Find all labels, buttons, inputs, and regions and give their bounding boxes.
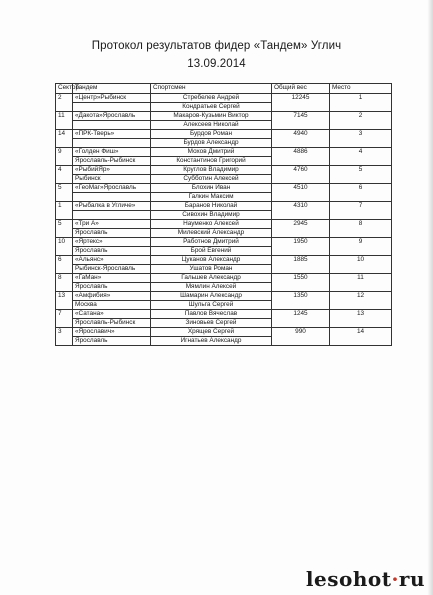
place-cell: 14 (330, 328, 392, 346)
place-cell: 10 (330, 256, 392, 274)
athlete-cell: Круглов Владимир (151, 166, 272, 175)
table-row (56, 112, 392, 121)
table-row (56, 184, 392, 193)
team-name-cell: «РыбийЯр» (73, 166, 151, 175)
total-weight-cell: 4760 (272, 166, 330, 184)
sector-cell: 2 (56, 94, 73, 112)
athlete-cell: Сивохин Владимир (151, 211, 272, 220)
table-row (56, 328, 392, 337)
sector-cell: 7 (56, 310, 73, 328)
total-weight-cell: 1245 (272, 310, 330, 328)
athlete-cell: Алексеев Николай (151, 121, 272, 130)
place-cell: 7 (330, 202, 392, 220)
total-weight-cell: 12245 (272, 94, 330, 112)
athlete-cell: Гальшев Александр (151, 274, 272, 283)
table-row (56, 310, 392, 319)
total-weight-cell: 4310 (272, 202, 330, 220)
table-row (56, 202, 392, 211)
athlete-cell: Стребелев Андрей (151, 94, 272, 103)
athlete-cell: Шамарин Александр (151, 292, 272, 301)
total-weight-cell: 2945 (272, 220, 330, 238)
team-city-cell: Ярославль (73, 247, 151, 256)
place-cell: 9 (330, 238, 392, 256)
athlete-cell: Милевский Александр (151, 229, 272, 238)
team-city-cell (73, 139, 151, 148)
sector-cell: 14 (56, 130, 73, 148)
place-cell: 2 (330, 112, 392, 130)
athlete-cell: Субботин Алексей (151, 175, 272, 184)
team-city-cell: Ярославль-Рыбинск (73, 157, 151, 166)
total-weight-cell: 4510 (272, 184, 330, 202)
place-cell: 4 (330, 148, 392, 166)
team-city-cell (73, 193, 151, 202)
sector-cell: 11 (56, 112, 73, 130)
table-row (56, 238, 392, 247)
team-name-cell: «ГеоМаг»Ярославль (73, 184, 151, 193)
team-city-cell (73, 211, 151, 220)
place-cell: 12 (330, 292, 392, 310)
team-name-cell: «ПРК-Тверь» (73, 130, 151, 139)
sector-cell: 4 (56, 166, 73, 184)
team-name-cell: «Яртекс» (73, 238, 151, 247)
sector-cell: 6 (56, 256, 73, 274)
athlete-cell: Константинов Григорий (151, 157, 272, 166)
total-weight-cell: 1885 (272, 256, 330, 274)
table-row (56, 94, 392, 103)
athlete-cell: Цуканов Александр (151, 256, 272, 265)
place-cell: 13 (330, 310, 392, 328)
header-sector: Сектор (56, 84, 73, 94)
total-weight-cell: 4886 (272, 148, 330, 166)
athlete-cell: Брой Евгений (151, 247, 272, 256)
total-weight-cell: 990 (272, 328, 330, 346)
athlete-cell: Блохин Иван (151, 184, 272, 193)
athlete-cell: Зиновьев Сергей (151, 319, 272, 328)
document-title: Протокол результатов фидер «Тандем» Углич (91, 40, 342, 52)
team-name-cell: «Сатана» (73, 310, 151, 319)
sector-cell: 10 (56, 238, 73, 256)
place-cell: 11 (330, 274, 392, 292)
athlete-cell: Работнов Дмитрий (151, 238, 272, 247)
header-total-weight: Общий вес (272, 84, 330, 94)
team-name-cell: «Дакота»Ярославль (73, 112, 151, 121)
team-name-cell: «Альянс» (73, 256, 151, 265)
athlete-cell: Бурдов Роман (151, 130, 272, 139)
header-athlete: Спортсмен (151, 84, 272, 94)
team-name-cell: «Голден Фиш» (73, 148, 151, 157)
total-weight-cell: 1950 (272, 238, 330, 256)
place-cell: 3 (330, 130, 392, 148)
watermark-logo (306, 567, 425, 591)
sector-cell: 9 (56, 148, 73, 166)
watermark-text-right: ru (398, 567, 425, 591)
team-name-cell: «ГаМан» (73, 274, 151, 283)
table-row (56, 220, 392, 229)
table-header-row (56, 84, 392, 94)
header-team: Тандем (73, 84, 151, 94)
place-cell: 8 (330, 220, 392, 238)
sector-cell: 1 (56, 202, 73, 220)
watermark-dot: · (391, 567, 399, 591)
athlete-cell: Павлов Вячеслав (151, 310, 272, 319)
team-name-cell: «Ярославич» (73, 328, 151, 337)
team-city-cell: Ярославль-Рыбинск (73, 319, 151, 328)
table-row (56, 292, 392, 301)
total-weight-cell: 1350 (272, 292, 330, 310)
athlete-cell: Галкин Максим (151, 193, 272, 202)
team-city-cell: Ярославль (73, 337, 151, 346)
athlete-cell: Шульга Сергей (151, 301, 272, 310)
team-city-cell: Ярославль (73, 283, 151, 292)
team-name-cell: «Рыбалка в Угличе» (73, 202, 151, 211)
athlete-cell: Мохов Дмитрий (151, 148, 272, 157)
table-row (56, 148, 392, 157)
watermark-text-left: lesohot (305, 567, 392, 591)
athlete-cell: Макаров-Кузьмин Виктор (151, 112, 272, 121)
table-row (56, 166, 392, 175)
team-city-cell: Ярославль (73, 229, 151, 238)
team-name-cell: «Амфибия» (73, 292, 151, 301)
athlete-cell: Ушатов Роман (151, 265, 272, 274)
athlete-cell: Бурдов Александр (151, 139, 272, 148)
athlete-cell: Кондратьев Сергей (151, 103, 272, 112)
athlete-cell: Мямлин Алексей (151, 283, 272, 292)
athlete-cell: Игнатьев Александр (151, 337, 272, 346)
sector-cell: 13 (56, 292, 73, 310)
team-city-cell (73, 103, 151, 112)
place-cell: 5 (330, 166, 392, 184)
team-name-cell: «Три А» (73, 220, 151, 229)
results-table (55, 83, 392, 346)
team-name-cell: «Центр»Рыбинск (73, 94, 151, 103)
place-cell: 1 (330, 94, 392, 112)
team-city-cell: Рыбинск (73, 175, 151, 184)
table-row (56, 256, 392, 265)
sector-cell: 5 (56, 184, 73, 202)
athlete-cell: Науменко Алексей (151, 220, 272, 229)
table-row (56, 274, 392, 283)
athlete-cell: Баранов Николай (151, 202, 272, 211)
sector-cell: 3 (56, 328, 73, 346)
page-edge-shadow (427, 0, 433, 595)
place-cell: 6 (330, 184, 392, 202)
total-weight-cell: 4940 (272, 130, 330, 148)
document-date: 13.09.2014 (187, 58, 246, 70)
sector-cell: 8 (56, 274, 73, 292)
team-city-cell: Рыбинск-Ярославль (73, 265, 151, 274)
header-place: Место (330, 84, 392, 94)
table-row (56, 130, 392, 139)
team-city-cell: Москва (73, 301, 151, 310)
total-weight-cell: 1550 (272, 274, 330, 292)
athlete-cell: Хрящев Сергей (151, 328, 272, 337)
total-weight-cell: 7145 (272, 112, 330, 130)
sector-cell: 5 (56, 220, 73, 238)
team-city-cell (73, 121, 151, 130)
